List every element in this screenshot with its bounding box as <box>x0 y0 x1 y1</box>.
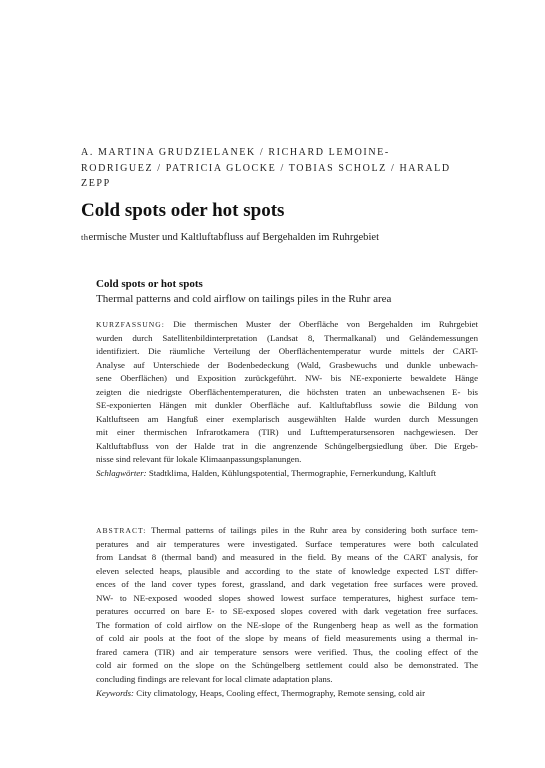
abstract-line: peratures and air temperatures were investigated. Surface temperatures were both calculated <box>96 538 478 549</box>
abstract-line: of cold air pools at the foot of the slope by means of field measurements using a thermal in- <box>96 633 478 644</box>
english-title: Cold spots or hot spots <box>96 278 203 290</box>
abstract-line: peratures occurred on bare E- to SE-exposed slopes covered with dark vegetation free surfaces. <box>96 606 478 617</box>
german-abstract <box>96 318 478 481</box>
abstract-line: NW- to NE-exposed wooded slopes showed lowest surface temperatures, highest surface tem- <box>96 592 478 603</box>
paper-subtitle <box>81 230 501 245</box>
abstract-line: Kaltluftseen am Hangfuß einer exemplarisch ausgewählten Halde wurden durch Messungen <box>96 413 478 424</box>
english-abstract <box>96 524 478 700</box>
english-subtitle: Thermal patterns and cold airflow on tailings piles in the Ruhr area <box>96 293 392 305</box>
keywords-de: Stadtklima, Halden, Kühlungspotential, Thermographie, Fernerkundung, Kaltluft <box>148 468 437 479</box>
subtitle-lead: th <box>81 232 89 242</box>
keywords-line <box>96 467 478 481</box>
abstract-line: The formation of cold airflow on the NE-slope of the Rungenberg heap as well as the formation <box>96 619 478 630</box>
kurzfassung-label: KURZFASSUNG: <box>96 320 165 329</box>
author-list <box>81 145 461 192</box>
abstract-line: from Landsat 8 (thermal band) and measured in the field. By means of the CART analysis, for <box>96 552 478 563</box>
abstract-line: ences of the land cover types forest, grassland, and dark vegetation free surfaces were proved. <box>96 579 478 590</box>
abstract-line: ABSTRACT: Thermal patterns of tailings piles in the Ruhr area by considering both surface tem- <box>96 525 478 535</box>
abstract-label: ABSTRACT: <box>96 526 147 535</box>
abstract-line: sene Oberflächen) und Exposition zurückgeführt. NW- bis NE-exponierte bewaldete Hänge <box>96 373 478 384</box>
abstract-line: KURZFASSUNG: Die thermischen Muster der Oberfläche von Bergehalden im Ruhrgebiet <box>96 319 478 329</box>
author-line: A. MARTINA GRUDZIELANEK / RICHARD LEMOINE- <box>81 147 390 158</box>
keywords-en: City climatology, Heaps, Cooling effect, Thermography, Remote sensing, cold air <box>136 687 426 698</box>
author-line: ZEPP <box>81 178 111 189</box>
author-line: RODRIGUEZ / PATRICIA GLOCKE / TOBIAS SCHOLZ / HARALD <box>81 162 451 174</box>
keywords-label: Keywords: <box>96 687 134 698</box>
abstract-line: frared camera (TIR) and air temperature sensors were verified. Thus, the cooling effect of the <box>96 646 478 657</box>
abstract-line: identifiziert. Die räumliche Verteilung der Oberflächentemperatur wurde mittels der CART- <box>96 346 478 357</box>
abstract-line: Kaltluftabfluss von der Halde trat in die angrenzende Schüngelbergsiedlung über. Die Ergeb- <box>96 440 478 451</box>
keywords-line <box>96 687 478 701</box>
subtitle-rest: ermische Muster und Kaltluftabfluss auf Bergehalden im Ruhrgebiet <box>88 232 380 243</box>
abstract-line: cold air formed on the slope on the Schüngelberg settlement could also be demonstrated. The <box>96 660 478 671</box>
abstract-line: Analyse auf Unterschiede der Bodenbedeckung (Wald, Grasbewuchs und dunkle unbewach- <box>96 359 478 370</box>
abstract-line: zeigten die niedrigste Oberflächentemperaturen, die höchsten traten an unbewachsenen E- bis <box>96 386 478 397</box>
abstract-line: mit einer thermischen Infrarotkamera (TIR) und Lufttemperatursensoren nachgewiesen. Der <box>96 427 478 438</box>
abstract-line: SE-exponierten Hängen mit dunkler Oberfläche auf. Kaltluftabfluss sowie die Bildung von <box>96 400 478 411</box>
abstract-line: eleven selected heaps, plausible and according to the state of knowledge expected LST differ- <box>96 565 478 576</box>
paper-title: Cold spots oder hot spots <box>81 200 285 221</box>
abstract-line: concluding findings are relevant for local climate adaptation plans. <box>96 674 333 685</box>
schlagwoerter-label: Schlagwörter: <box>96 468 147 479</box>
abstract-line: nisse sind relevant für lokale Klimaanpassungsplanungen. <box>96 454 302 465</box>
abstract-line: wurden durch Satellitenbildinterpretation (Landsat 8, Thermalkanal) und Geländemessungen <box>96 332 478 343</box>
